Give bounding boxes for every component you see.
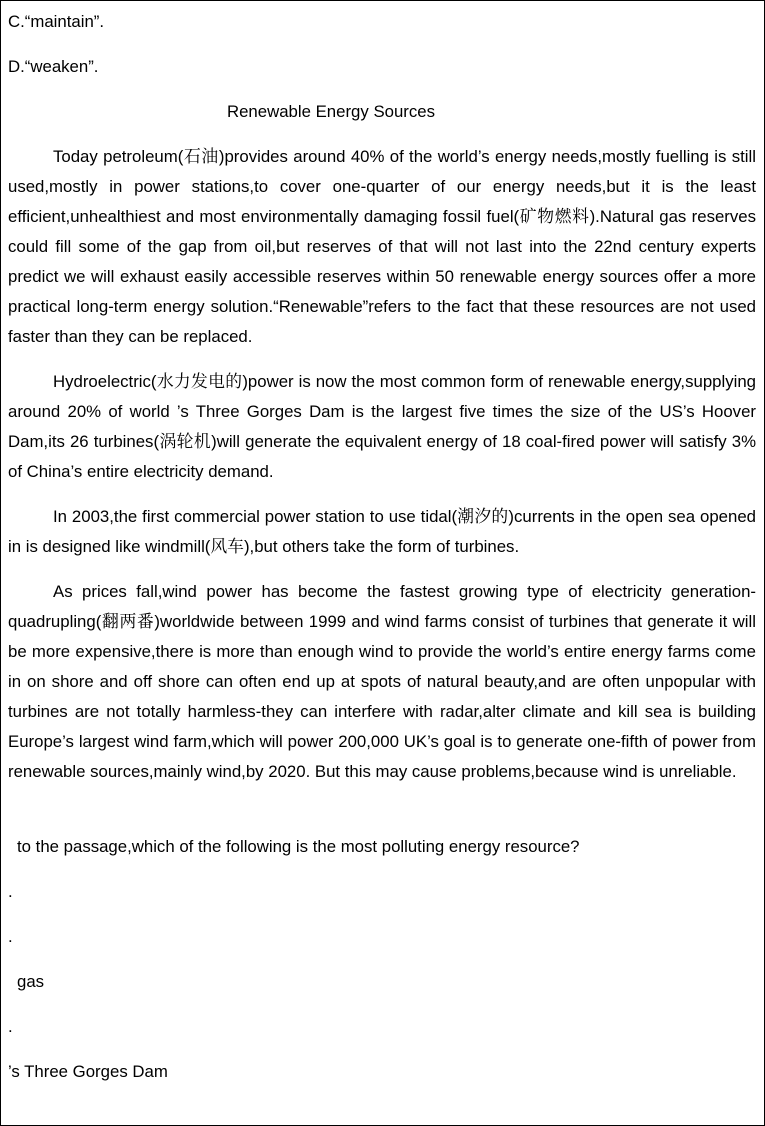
question-text: to the passage,which of the following is the most polluting energy resource? bbox=[17, 837, 580, 856]
paragraph-2: Hydroelectric(水力发电的)power is now the most common form of renewable energy,supplying around 20% of world ’s Three Gorges Dam is the largest five times the size of the US’s Hoover Dam,its 26 turbines(涡轮机)will generate the equivalent energy of 18 coal-fired power will satisfy 3% of China’s entire electricity demand. bbox=[8, 372, 756, 481]
answer-option-c: gas bbox=[17, 972, 45, 991]
option-d: D.“weaken”. bbox=[8, 57, 99, 76]
answer-option-b: . bbox=[8, 927, 13, 946]
paragraph-4: As prices fall,wind power has become the fastest growing type of electricity generation-quadrupling(翻两番)worldwide between 1999 and wind farms consist of turbines that generate it will be more expensive,there is more than enough wind to provide the world’s entire energy farms come in on shore and off shore can often end up at spots of natural beauty,and are often unpopular with turbines are not totally harmless-they can interfere with radar,alter climate and kill sea is building Europe’s largest wind farm,which will power 200,000 UK’s goal is to generate one-fifth of power from renewable sources,mainly wind,by 2020. But this may cause problems,because wind is unreliable. bbox=[8, 582, 756, 781]
answer-option-a: . bbox=[8, 882, 13, 901]
answer-option-d: . bbox=[8, 1017, 13, 1036]
paragraph-3: In 2003,the first commercial power station to use tidal(潮汐的)currents in the open sea opened in is designed like windmill(风车),but others take the form of turbines. bbox=[8, 507, 756, 556]
option-c: C.“maintain”. bbox=[8, 12, 105, 31]
paragraph-1: Today petroleum(石油)provides around 40% of the world’s energy needs,mostly fuelling is still used,mostly in power stations,to cover one-quarter of our energy needs,but it is the least efficient,unhealthiest and most environmentally damaging fossil fuel(矿物燃料).Natural gas reserves could fill some of the gap from oil,but reserves of that will not last into the 22nd century experts predict we will exhaust easily accessible reserves within 50 renewable energy sources offer a more practical long-term energy solution.“Renewable”refers to the fact that these resources are not used faster than they can be replaced. bbox=[8, 147, 756, 346]
passage-title: Renewable Energy Sources bbox=[226, 102, 436, 121]
answer-option-e: ’s Three Gorges Dam bbox=[8, 1062, 168, 1081]
